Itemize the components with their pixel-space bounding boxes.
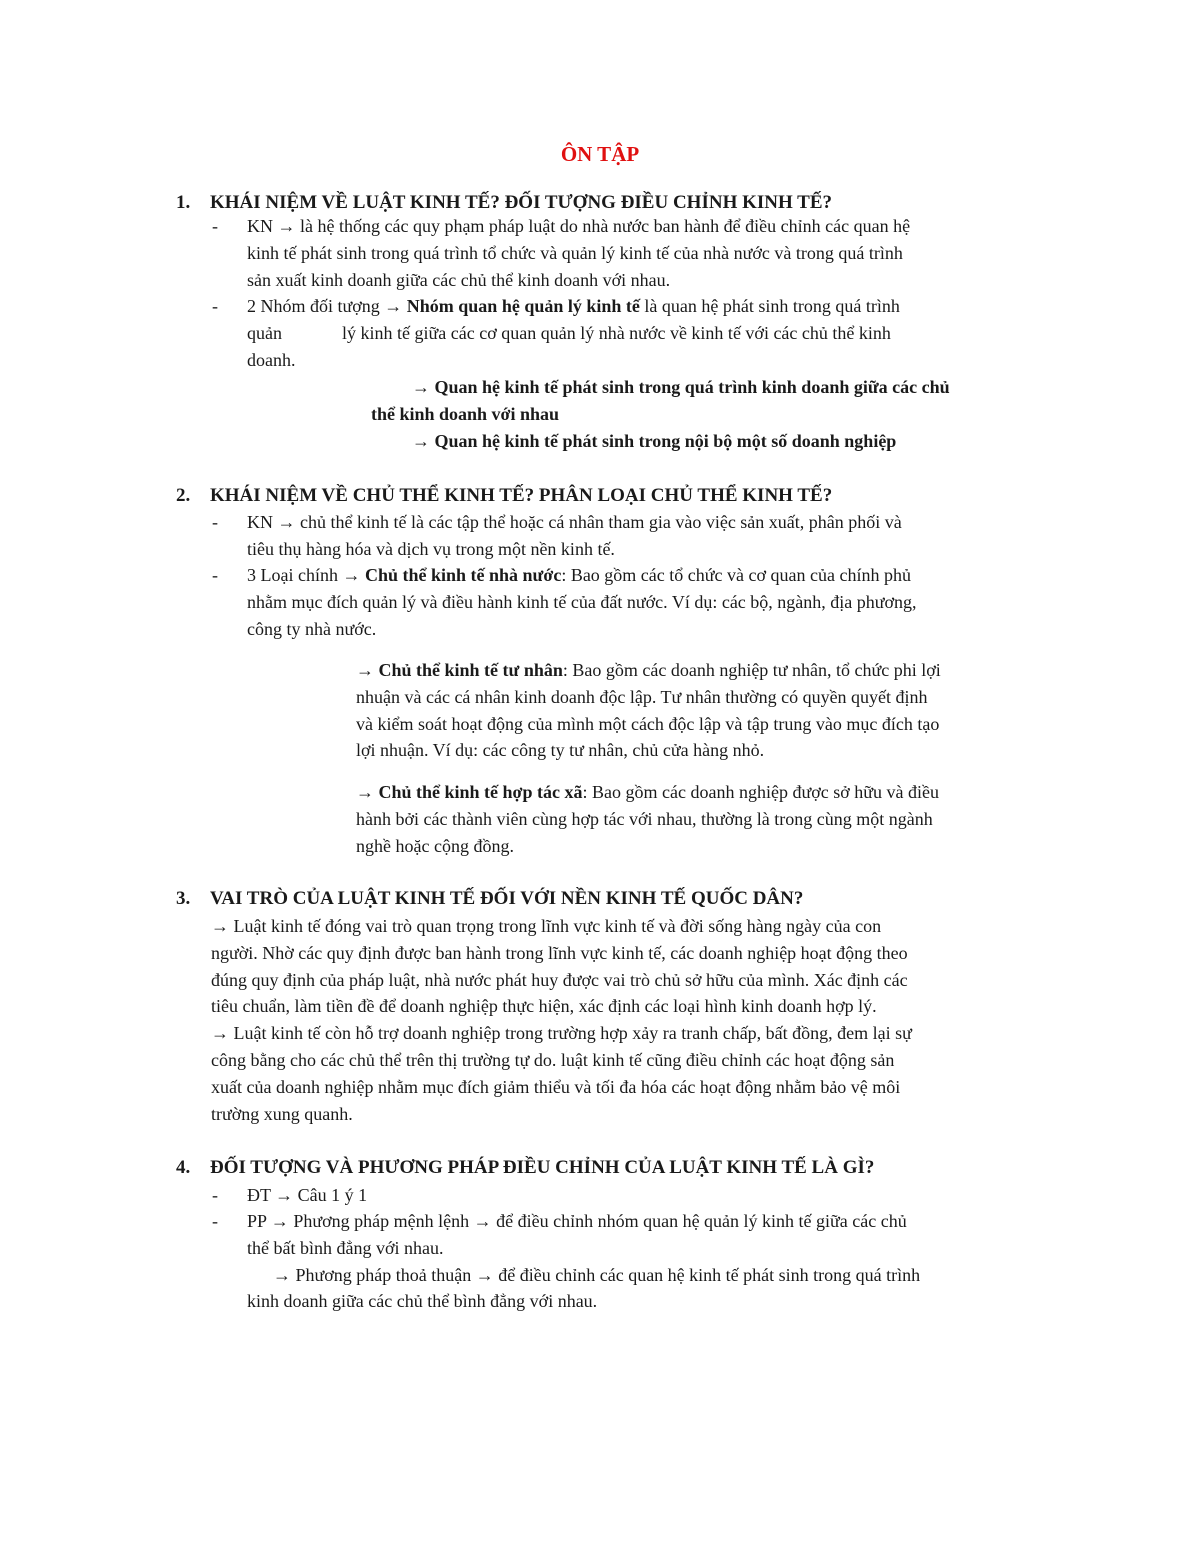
text-line: → Quan hệ kinh tế phát sinh trong nội bộ một số doanh nghiệp [412, 431, 897, 451]
section-title: KHÁI NIỆM VỀ CHỦ THỂ KINH TẾ? PHÂN LOẠI CHỦ THỂ KINH TẾ? [210, 485, 833, 506]
section-title: KHÁI NIỆM VỀ LUẬT KINH TẾ? ĐỐI TƯỢNG ĐIỀU CHỈNH KINH TẾ? [210, 192, 833, 213]
section-number: 3. [176, 888, 191, 909]
subpoint-1-cont [371, 401, 559, 428]
text-line: công bằng cho các chủ thể trên thị trường tự do. luật kinh tế cũng điều chỉnh các hoạt động sản [211, 1049, 895, 1070]
subpoint-1 [412, 374, 950, 401]
text-line: → Quan hệ kinh tế phát sinh trong quá trình kinh doanh giữa các chủ [412, 377, 950, 397]
text-line: thể kinh doanh với nhau [371, 404, 560, 424]
text-line: xuất của doanh nghiệp nhằm mục đích giảm thiểu và tối đa hóa các hoạt động nhằm bảo vệ môi [211, 1076, 901, 1097]
text-line: KN → chủ thể kinh tế là các tập thể hoặc cá nhân tham gia vào việc sản xuất, phân phối và [247, 512, 902, 532]
section-3-heading [176, 886, 803, 912]
text-line: hành bởi các thành viên cùng hợp tác với nhau, thường là trong cùng một ngành [356, 808, 933, 829]
text-line: thể bất bình đẳng với nhau. [247, 1237, 444, 1258]
page-title: ÔN TẬP [560, 142, 640, 166]
text-line: → Phương pháp thoả thuận → để điều chỉnh các quan hệ kinh tế phát sinh trong quá trình [273, 1264, 921, 1285]
subpoint-2 [412, 428, 896, 455]
bold-term: Chủ thể kinh tế hợp tác xã [378, 782, 583, 802]
bullet-dash: - [212, 216, 218, 236]
text-run: → [356, 782, 379, 802]
text-line: → Luật kinh tế đóng vai trò quan trọng trong lĩnh vực kinh tế và đời sống hàng ngày của con [211, 916, 882, 936]
text-run: quản [247, 322, 282, 343]
bold-term: Chủ thể kinh tế nhà nước [364, 565, 562, 585]
text-line: đúng quy định của pháp luật, nhà nước phát huy được vai trò chủ sở hữu của mình. Xác định các [211, 969, 908, 990]
text-line: ĐT → Câu 1 ý 1 [247, 1185, 368, 1205]
text-line: nghề hoặc cộng đồng. [356, 835, 514, 856]
text-run: 2 Nhóm đối tượng → [247, 296, 407, 316]
section-number: 4. [176, 1157, 191, 1178]
text-line [247, 562, 1067, 589]
text-run: : Bao gồm các tổ chức và cơ quan của chính phủ [561, 565, 911, 585]
section-number: 1. [176, 192, 191, 213]
text-line: sản xuất kinh doanh giữa các chủ thể kinh doanh với nhau. [247, 269, 671, 290]
text-line: doanh. [247, 349, 296, 370]
text-line: và kiểm soát hoạt động của mình một cách độc lập và tập trung vào mục đích tạo [356, 713, 940, 734]
text-line: tiêu thụ hàng hóa và dịch vụ trong một nền kinh tế. [247, 538, 615, 559]
private-sector-paragraph [356, 657, 941, 764]
text-run: là quan hệ phát sinh trong quá trình [639, 296, 900, 316]
text-line: kinh tế phát sinh trong quá trình tổ chức và quản lý kinh tế của nhà nước và trong quá trình [247, 242, 903, 263]
text-run: → [356, 660, 379, 680]
text-line: → Luật kinh tế còn hỗ trợ doanh nghiệp trong trường hợp xảy ra tranh chấp, bất đồng, đem lại sự [211, 1023, 912, 1044]
text-line: KN → là hệ thống các quy phạm pháp luật do nhà nước ban hành để điều chỉnh các quan hệ [247, 216, 911, 236]
text-run: : Bao gồm các doanh nghiệp tư nhân, tổ chức phi lợi [562, 660, 941, 680]
text-line: kinh doanh giữa các chủ thể bình đẳng với nhau. [247, 1291, 598, 1312]
section-3-body [211, 913, 912, 1127]
text-line: công ty nhà nước. [247, 618, 377, 639]
bullet-dash: - [212, 1185, 218, 1205]
text-run: lý kinh tế giữa các cơ quan quản lý nhà nước về kinh tế với các chủ thể kinh [342, 322, 891, 343]
section-2-heading [176, 483, 832, 509]
bold-term: Chủ thể kinh tế tư nhân [378, 660, 563, 680]
text-line: nhằm mục đích quản lý và điều hành kinh tế của đất nước. Ví dụ: các bộ, ngành, địa phương, [247, 591, 917, 612]
text-line [247, 320, 1067, 347]
section-title: ĐỐI TƯỢNG VÀ PHƯƠNG PHÁP ĐIỀU CHỈNH CỦA LUẬT KINH TẾ LÀ GÌ? [210, 1157, 875, 1178]
text-line: người. Nhờ các quy định được ban hành trong lĩnh vực kinh tế, các doanh nghiệp hoạt động theo [211, 942, 908, 963]
bullet-dash: - [212, 512, 218, 532]
bullet-dash: - [212, 1211, 218, 1231]
text-line: PP → Phương pháp mệnh lệnh → để điều chỉnh nhóm quan hệ quản lý kinh tế giữa các chủ [247, 1211, 907, 1231]
section-number: 2. [176, 485, 191, 506]
text-line: trường xung quanh. [211, 1103, 353, 1124]
text-line: tiêu chuẩn, làm tiền đề để doanh nghiệp thực hiện, xác định các loại hình kinh doanh hợp lý. [211, 996, 877, 1017]
section-4-heading [176, 1155, 874, 1181]
section-title: VAI TRÒ CỦA LUẬT KINH TẾ ĐỐI VỚI NỀN KINH TẾ QUỐC DÂN? [210, 888, 804, 909]
text-run: 3 Loại chính → [247, 565, 365, 585]
text-line [356, 779, 939, 806]
text-line [356, 657, 941, 684]
bullet-dash: - [212, 565, 218, 585]
bullet-dash: - [212, 296, 218, 316]
text-line: lợi nhuận. Ví dụ: các công ty tư nhân, chủ cửa hàng nhỏ. [356, 740, 765, 761]
text-line [247, 293, 1067, 320]
text-run: : Bao gồm các doanh nghiệp được sở hữu và điều [582, 782, 939, 802]
text-line: nhuận và các cá nhân kinh doanh độc lập. Tư nhân thường có quyền quyết định [356, 686, 928, 707]
cooperative-paragraph [356, 779, 939, 859]
bold-term: Nhóm quan hệ quản lý kinh tế [406, 296, 640, 316]
